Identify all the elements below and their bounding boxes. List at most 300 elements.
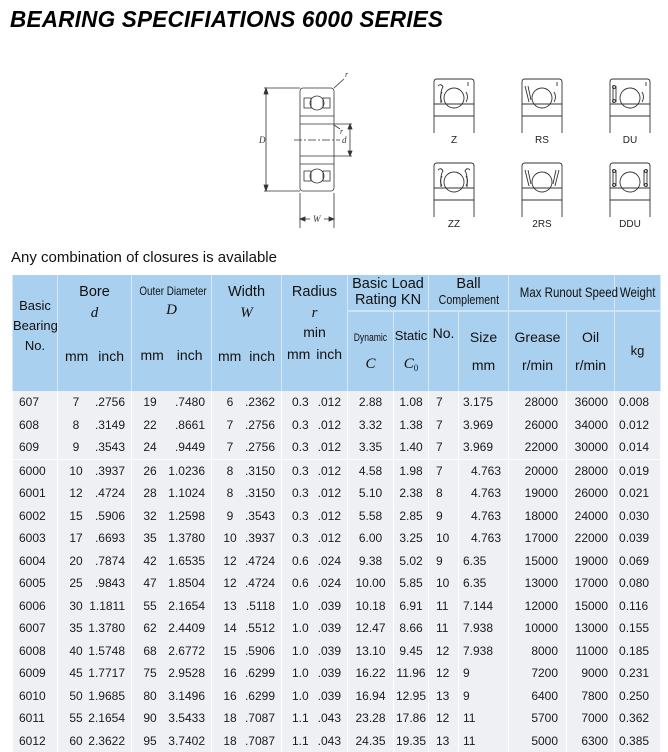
radius-inch: .039 <box>318 644 341 658</box>
oil-speed: 7800 <box>581 689 608 703</box>
header-text: Basic Load <box>348 277 428 293</box>
width-inch: .2362 <box>245 395 275 409</box>
od-mm: 42 <box>142 554 158 568</box>
table-cell <box>348 640 394 663</box>
table-cell <box>509 662 567 685</box>
table-cell <box>58 505 132 528</box>
header-sub: min <box>282 325 347 340</box>
table-row <box>13 572 661 595</box>
unit-label: kg <box>615 344 660 358</box>
width-mm: 8 <box>222 464 238 478</box>
radius-mm: 0.6 <box>292 554 309 568</box>
table-cell <box>13 414 58 437</box>
unit-label: mm <box>287 347 310 362</box>
table-cell <box>58 482 132 505</box>
static-load: 11.96 <box>396 666 425 680</box>
table-cell <box>429 707 459 730</box>
header-text: Size <box>459 330 508 345</box>
table-cell <box>348 595 394 618</box>
weight-kg: 0.012 <box>619 418 649 432</box>
table-cell <box>509 617 567 640</box>
table-cell <box>13 617 58 640</box>
width-mm: 10 <box>222 531 238 545</box>
static-load: 1.40 <box>399 440 422 454</box>
table-cell <box>282 640 348 663</box>
table-cell <box>13 685 58 708</box>
table-cell <box>132 414 212 437</box>
svg-text:d: d <box>342 135 347 145</box>
table-cell <box>567 482 615 505</box>
table-cell <box>429 595 459 618</box>
ball-count: 7 <box>436 395 443 409</box>
oil-speed: 28000 <box>575 464 608 478</box>
table-cell <box>567 550 615 573</box>
oil-speed: 9000 <box>581 666 608 680</box>
width-inch: .5512 <box>245 621 275 635</box>
col-header-bearing-no <box>13 275 58 391</box>
table-cell <box>615 595 661 618</box>
col-header-radius <box>282 275 348 391</box>
table-cell <box>394 550 429 573</box>
table-cell <box>212 572 282 595</box>
od-inch: .7480 <box>175 395 205 409</box>
table-cell <box>132 505 212 528</box>
dynamic-load: 10.18 <box>355 599 385 613</box>
grease-speed: 5000 <box>531 734 558 748</box>
radius-mm: 0.3 <box>292 395 309 409</box>
table-cell <box>459 550 509 573</box>
table-cell <box>212 550 282 573</box>
od-inch: 2.9528 <box>168 666 205 680</box>
ball-count: 10 <box>436 576 449 590</box>
od-mm: 22 <box>142 418 158 432</box>
table-cell <box>58 617 132 640</box>
table-cell <box>429 414 459 437</box>
table-row <box>13 730 661 752</box>
bore-inch: .7874 <box>95 554 125 568</box>
ball-size: 11 <box>463 734 475 748</box>
ball-size: 4.763 <box>471 464 501 478</box>
table-cell <box>615 617 661 640</box>
static-load: 1.98 <box>399 464 422 478</box>
table-cell <box>459 707 509 730</box>
ball-count: 11 <box>436 621 448 635</box>
header-text: Static <box>394 329 428 343</box>
dynamic-load: 23.28 <box>355 711 385 725</box>
oil-speed: 30000 <box>575 440 608 454</box>
grease-speed: 26000 <box>525 418 558 432</box>
bearing-number: 6001 <box>19 486 46 500</box>
table-cell <box>615 482 661 505</box>
table-cell <box>212 482 282 505</box>
col-header-static <box>394 311 429 391</box>
col-header-width <box>212 275 282 391</box>
ball-size: 6.35 <box>463 554 486 568</box>
table-cell <box>567 595 615 618</box>
table-cell <box>429 436 459 459</box>
table-cell <box>459 414 509 437</box>
width-inch: .4724 <box>245 554 275 568</box>
width-inch: .5118 <box>246 599 275 613</box>
header-text: Ball <box>429 277 508 293</box>
weight-kg: 0.116 <box>619 599 648 613</box>
col-header-dynamic <box>348 311 394 391</box>
radius-inch: .012 <box>318 395 341 409</box>
table-cell <box>394 662 429 685</box>
col-header-outer-diameter <box>132 275 212 391</box>
table-cell <box>509 459 567 482</box>
radius-mm: 0.3 <box>292 418 309 432</box>
dynamic-load: 16.94 <box>355 689 385 703</box>
table-row <box>13 459 661 482</box>
col-header-ball-complement <box>429 275 509 311</box>
closure-label: DDU <box>608 219 652 230</box>
closure-types <box>420 78 668 238</box>
od-inch: 3.5433 <box>168 711 205 725</box>
table-cell <box>282 436 348 459</box>
radius-mm: 1.0 <box>292 621 309 635</box>
bearing-number: 609 <box>19 440 39 454</box>
bore-inch: 2.1654 <box>88 711 125 725</box>
table-cell <box>615 707 661 730</box>
bore-mm: 20 <box>68 554 84 568</box>
svg-text:W: W <box>313 214 322 224</box>
od-mm: 90 <box>142 711 158 725</box>
bore-mm: 12 <box>68 486 84 500</box>
table-cell <box>567 640 615 663</box>
weight-kg: 0.030 <box>619 509 649 523</box>
weight-kg: 0.250 <box>619 689 649 703</box>
closure-label: Z <box>432 135 476 146</box>
table-cell <box>282 550 348 573</box>
table-cell <box>394 595 429 618</box>
weight-kg: 0.014 <box>619 440 649 454</box>
closure-label: 2RS <box>520 219 564 230</box>
radius-inch: .043 <box>318 711 341 725</box>
ball-size: 7.938 <box>463 621 493 635</box>
unit-label: inch <box>177 348 203 363</box>
static-load: 17.86 <box>396 711 426 725</box>
weight-kg: 0.385 <box>619 734 649 748</box>
closure-label: RS <box>520 135 564 146</box>
svg-text:r: r <box>345 70 349 79</box>
table-cell <box>394 459 429 482</box>
radius-inch: .024 <box>318 554 341 568</box>
table-cell <box>567 617 615 640</box>
table-cell <box>58 436 132 459</box>
grease-speed: 20000 <box>525 464 558 478</box>
static-load: 6.91 <box>399 599 422 613</box>
weight-kg: 0.039 <box>619 531 649 545</box>
oil-speed: 26000 <box>575 486 608 500</box>
table-cell <box>132 617 212 640</box>
table-cell <box>132 527 212 550</box>
table-cell <box>394 617 429 640</box>
radius-mm: 0.3 <box>292 486 309 500</box>
static-load: 5.85 <box>399 576 422 590</box>
table-cell <box>132 436 212 459</box>
ball-count: 11 <box>436 599 448 613</box>
bore-inch: .9843 <box>95 576 125 590</box>
table-cell <box>509 482 567 505</box>
table-cell <box>567 459 615 482</box>
unit-label: r/min <box>567 358 614 373</box>
grease-speed: 18000 <box>525 509 558 523</box>
static-load: 2.38 <box>399 486 422 500</box>
ball-count: 7 <box>436 418 443 432</box>
table-cell <box>509 436 567 459</box>
table-cell <box>459 640 509 663</box>
ball-count: 8 <box>436 486 443 500</box>
grease-speed: 15000 <box>525 554 558 568</box>
closure-z <box>432 78 476 146</box>
bore-inch: 1.3780 <box>88 621 125 635</box>
radius-mm: 0.6 <box>292 576 309 590</box>
dynamic-load: 3.35 <box>359 440 382 454</box>
header-subscript: 0 <box>414 363 419 373</box>
width-mm: 15 <box>222 644 238 658</box>
static-load: 1.08 <box>399 395 422 409</box>
unit-label: mm <box>65 349 88 364</box>
bore-mm: 15 <box>68 509 84 523</box>
table-cell <box>132 640 212 663</box>
radius-inch: .012 <box>318 486 341 500</box>
grease-speed: 13000 <box>525 576 558 590</box>
bore-mm: 9 <box>68 440 84 454</box>
unit-label: inch <box>316 347 342 362</box>
table-cell <box>615 640 661 663</box>
table-cell <box>509 707 567 730</box>
table-cell <box>429 482 459 505</box>
bore-mm: 25 <box>68 576 84 590</box>
ball-count: 7 <box>436 440 443 454</box>
radius-mm: 1.1 <box>292 711 309 725</box>
bore-mm: 35 <box>68 621 84 635</box>
ball-count: 10 <box>436 531 449 545</box>
bore-mm: 10 <box>68 464 84 478</box>
ball-size: 3.969 <box>463 418 493 432</box>
table-cell <box>459 527 509 550</box>
table-cell <box>459 730 509 752</box>
grease-speed: 8000 <box>531 644 558 658</box>
table-cell <box>58 595 132 618</box>
unit-label: inch <box>249 349 275 364</box>
table-cell <box>348 459 394 482</box>
table-cell <box>567 685 615 708</box>
od-inch: 3.1496 <box>168 689 205 703</box>
grease-speed: 10000 <box>525 621 558 635</box>
table-cell <box>212 414 282 437</box>
table-row <box>13 617 661 640</box>
ball-count: 7 <box>436 464 443 478</box>
table-cell <box>394 730 429 752</box>
closure-label: DU <box>608 135 652 146</box>
ball-count: 9 <box>436 554 443 568</box>
dynamic-load: 9.38 <box>359 554 382 568</box>
closure-du <box>608 78 652 146</box>
table-cell <box>348 550 394 573</box>
bearing-seal-du-icon <box>609 78 651 133</box>
table-cell <box>212 685 282 708</box>
col-header-load-rating <box>348 275 429 311</box>
table-cell <box>132 730 212 752</box>
page-title: BEARING SPECIFIATIONS 6000 SERIES <box>10 6 443 33</box>
bore-inch: .4724 <box>95 486 125 500</box>
table-cell <box>509 685 567 708</box>
table-cell <box>348 391 394 414</box>
table-cell <box>394 414 429 437</box>
table-cell <box>212 730 282 752</box>
bearing-number: 6006 <box>19 599 46 613</box>
table-cell <box>348 505 394 528</box>
table-cell <box>58 414 132 437</box>
ball-size: 7.144 <box>463 599 493 613</box>
width-mm: 16 <box>222 666 238 680</box>
table-cell <box>509 572 567 595</box>
bore-mm: 55 <box>68 711 84 725</box>
table-cell <box>58 391 132 414</box>
bearing-number: 6000 <box>19 464 46 478</box>
closure-label: ZZ <box>432 219 476 230</box>
width-inch: .3543 <box>245 509 275 523</box>
static-load: 1.38 <box>399 418 422 432</box>
table-cell <box>348 662 394 685</box>
radius-mm: 0.3 <box>292 440 309 454</box>
bore-inch: .5906 <box>95 509 125 523</box>
bore-inch: .6693 <box>95 531 125 545</box>
ball-count: 12 <box>436 644 449 658</box>
table-cell <box>13 391 58 414</box>
table-cell <box>13 550 58 573</box>
bearing-number: 6012 <box>19 734 46 748</box>
bore-mm: 50 <box>68 689 84 703</box>
radius-inch: .012 <box>318 531 341 545</box>
table-cell <box>13 505 58 528</box>
od-inch: 1.1024 <box>168 486 205 500</box>
weight-kg: 0.021 <box>619 486 649 500</box>
table-cell <box>567 730 615 752</box>
ball-size: 6.35 <box>463 576 486 590</box>
header-text: Bearing <box>13 319 57 333</box>
table-cell <box>615 662 661 685</box>
col-header-weight <box>615 275 661 311</box>
width-inch: .3150 <box>245 464 275 478</box>
bore-inch: 1.9685 <box>88 689 125 703</box>
width-mm: 14 <box>222 621 238 635</box>
table-cell <box>348 414 394 437</box>
bearing-seal-ddu-icon <box>609 162 651 217</box>
table-cell <box>212 640 282 663</box>
table-cell <box>282 505 348 528</box>
bore-mm: 8 <box>68 418 84 432</box>
table-cell <box>58 640 132 663</box>
bore-inch: 1.1811 <box>89 599 125 613</box>
bearing-seal-2rs-icon <box>521 162 563 217</box>
ball-size: 4.763 <box>471 509 501 523</box>
table-cell <box>212 391 282 414</box>
table-cell <box>567 436 615 459</box>
weight-kg: 0.155 <box>619 621 649 635</box>
ball-size: 9 <box>463 689 470 703</box>
dynamic-load: 2.88 <box>359 395 382 409</box>
bearing-number: 6005 <box>19 576 46 590</box>
dynamic-load: 16.22 <box>355 666 385 680</box>
table-cell <box>567 662 615 685</box>
table-cell <box>282 617 348 640</box>
od-inch: 1.2598 <box>168 509 205 523</box>
table-cell <box>394 482 429 505</box>
table-row <box>13 662 661 685</box>
radius-inch: .039 <box>318 621 341 635</box>
static-load: 19.35 <box>396 734 426 748</box>
radius-inch: .012 <box>318 509 341 523</box>
table-cell <box>13 436 58 459</box>
ball-size: 4.763 <box>471 486 501 500</box>
header-symbol: d <box>58 305 131 322</box>
table-cell <box>509 595 567 618</box>
static-load: 12.95 <box>396 689 426 703</box>
od-mm: 28 <box>142 486 158 500</box>
table-cell <box>567 572 615 595</box>
oil-speed: 24000 <box>575 509 608 523</box>
table-cell <box>58 550 132 573</box>
table-cell <box>13 662 58 685</box>
table-row <box>13 436 661 459</box>
table-cell <box>509 640 567 663</box>
table-cell <box>429 505 459 528</box>
svg-text:D: D <box>258 135 266 145</box>
weight-kg: 0.008 <box>619 395 649 409</box>
dynamic-load: 24.35 <box>355 734 385 748</box>
table-cell <box>394 391 429 414</box>
table-cell <box>348 527 394 550</box>
table-cell <box>348 685 394 708</box>
static-load: 3.25 <box>399 531 422 545</box>
width-inch: .6299 <box>245 689 275 703</box>
table-cell <box>132 662 212 685</box>
static-load: 5.02 <box>399 554 422 568</box>
table-cell <box>429 617 459 640</box>
od-mm: 35 <box>142 531 158 545</box>
unit-label: mm <box>140 348 163 363</box>
radius-mm: 1.0 <box>292 644 309 658</box>
ball-size: 4.763 <box>471 531 501 545</box>
header-text: Oil <box>567 330 614 345</box>
bore-mm: 45 <box>68 666 84 680</box>
header-text: Outer Diameter <box>139 285 206 298</box>
ball-size: 3.175 <box>463 395 493 409</box>
width-mm: 7 <box>222 440 238 454</box>
header-symbol: D <box>132 302 211 319</box>
table-cell <box>282 391 348 414</box>
table-cell <box>132 482 212 505</box>
table-cell <box>348 572 394 595</box>
grease-speed: 22000 <box>525 440 558 454</box>
table-cell <box>459 459 509 482</box>
od-mm: 62 <box>142 621 158 635</box>
radius-mm: 1.1 <box>292 734 309 748</box>
od-inch: 2.4409 <box>168 621 205 635</box>
oil-speed: 13000 <box>575 621 608 635</box>
radius-inch: .039 <box>318 666 341 680</box>
table-cell <box>394 572 429 595</box>
dynamic-load: 5.10 <box>359 486 382 500</box>
table-row <box>13 482 661 505</box>
bearing-number: 6011 <box>19 711 45 725</box>
od-inch: 1.6535 <box>168 554 205 568</box>
bore-inch: .3937 <box>95 464 125 478</box>
table-cell <box>58 459 132 482</box>
